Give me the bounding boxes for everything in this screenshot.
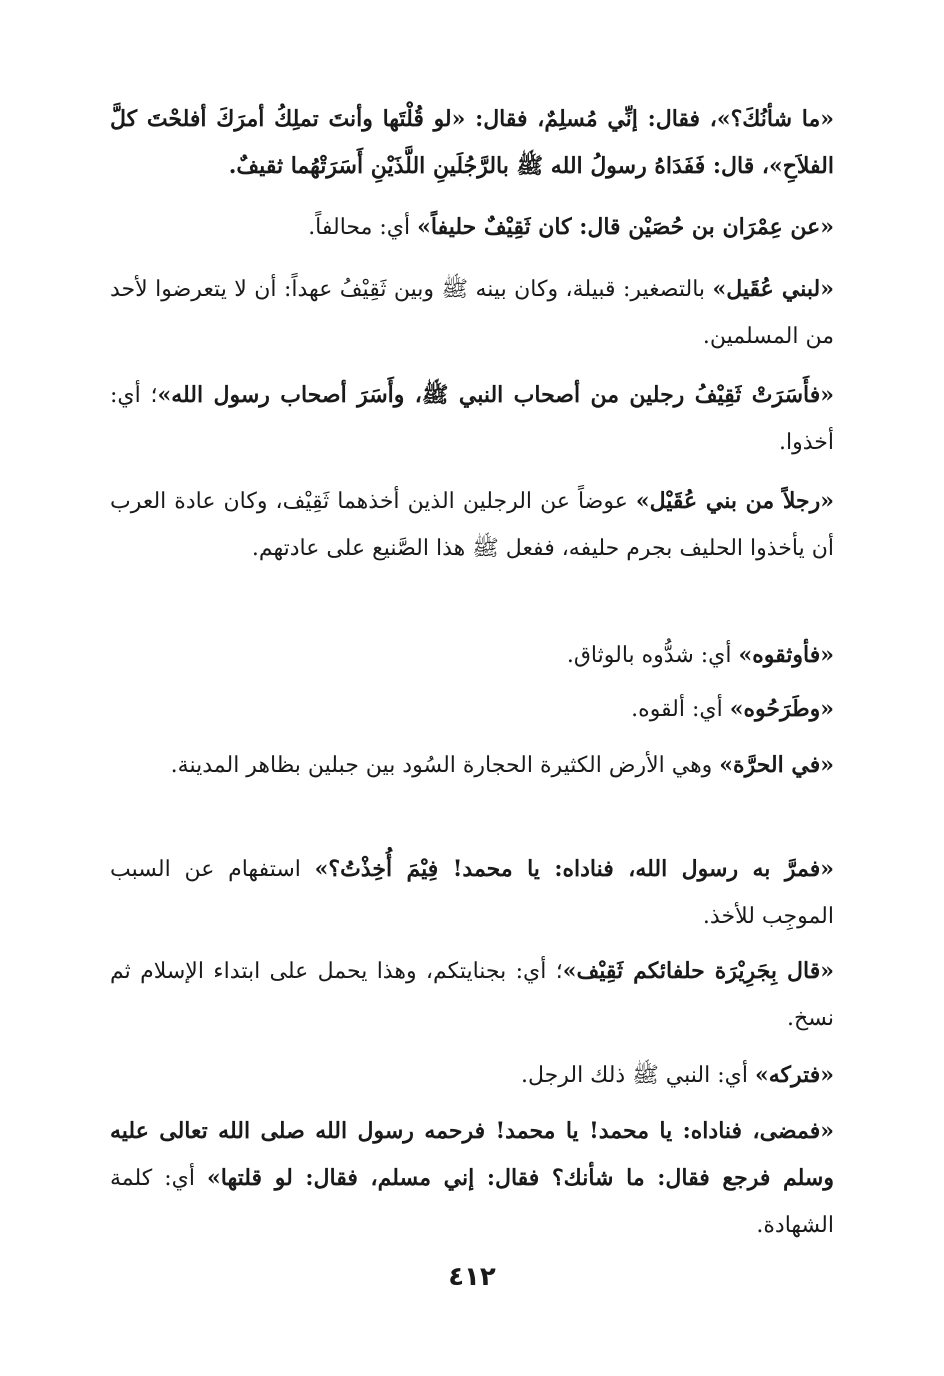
commentary-text: بالتصغير: قبيلة، وكان بينه ﷺ وبين ثَقِيْفُ عهداً: أن لا يتعرضوا لأحد من المسلمين. (110, 277, 834, 349)
quoted-hadith-text: «فأَسَرَتْ ثَقِيْفُ رجلين من أصحاب النبي ﷺ، وأَسَرَ أصحاب رسول الله» (157, 382, 834, 408)
commentary-paragraph-4 (110, 372, 834, 466)
commentary-text: ؛ أي: بجنايتكم، وهذا يحمل على ابتداء الإسلام ثم نسخ. (110, 959, 834, 1031)
quoted-hadith-text: «في الحرَّة» (719, 752, 834, 778)
commentary-paragraph-3 (110, 266, 834, 360)
commentary-paragraph-8 (110, 742, 834, 789)
commentary-paragraph-1 (110, 96, 834, 190)
quoted-hadith-text: «فمرَّ به رسول الله، فناداه: يا محمد! فِيْمَ أُخِذْتُ؟» (314, 856, 834, 882)
commentary-text: عوضاً عن الرجلين الذين أخذهما ثَقِيْف، وكان عادة العرب أن يأخذوا الحليف بجرم حليفه، ففعل ﷺ هذا الصَّنيع على عادتهم. (110, 489, 834, 561)
quoted-hadith-text: «رجلاً من بني عُقَيْل» (635, 488, 834, 514)
quoted-hadith-text: «فمضى، فناداه: يا محمد! يا محمد! فرحمه رسول الله صلى الله تعالى عليه وسلم فرجع فقال: ما شأنك؟ فقال: إني مسلم، فقال: لو قلتها» (110, 1118, 834, 1191)
commentary-paragraph-7 (110, 686, 834, 733)
commentary-paragraph-2 (110, 204, 834, 251)
quoted-hadith-text: «ما شأنُكَ؟»، فقال: إنِّي مُسلِمٌ، فقال: «لو قُلْتَها وأنتَ تملِكُ أمرَكَ أفلحْتَ كلَّ الفلاَحِ»، قال: فَفَدَاهُ رسولُ الله ﷺ بالرَّجُلَينِ اللَّذَيْنِ أَسَرَتْهُما ثقيفٌ. (110, 106, 834, 179)
commentary-paragraph-11 (110, 1052, 834, 1099)
commentary-text: استفهام عن السبب الموجِب للأخذ. (110, 857, 834, 929)
commentary-paragraph-10 (110, 948, 834, 1042)
commentary-text: أي: كلمة الشهادة. (110, 1166, 834, 1238)
commentary-paragraph-12 (110, 1108, 834, 1249)
commentary-paragraph-5 (110, 478, 834, 572)
quoted-hadith-text: «لبني عُقَيل» (712, 276, 834, 302)
quoted-hadith-text: «فأوثقوه» (738, 642, 834, 668)
page-number: ٤١٢ (448, 1262, 496, 1292)
quoted-hadith-text: «عن عِمْرَان بن حُصَيْن قال: كان ثَقِيْفٌ حليفاً» (417, 214, 834, 240)
commentary-text: أي: شدُّوه بالوثاق. (566, 643, 739, 668)
commentary-paragraph-6 (110, 632, 834, 679)
commentary-text: ؛ أي: أخذوا. (110, 383, 834, 455)
commentary-paragraph-9 (110, 846, 834, 940)
commentary-text: أي: محالفاً. (308, 215, 418, 240)
quoted-hadith-text: «قال بِجَرِيْرَة حلفائكم ثَقِيْف» (562, 958, 834, 984)
quoted-hadith-text: «وطَرَحُوه» (729, 696, 834, 722)
commentary-text: وهي الأرض الكثيرة الحجارة السُود بين جبلين بظاهر المدينة. (170, 753, 720, 778)
quoted-hadith-text: «فتركه» (754, 1062, 834, 1088)
commentary-text: أي: النبي ﷺ ذلك الرجل. (520, 1063, 755, 1088)
commentary-text: أي: ألقوه. (631, 697, 730, 722)
